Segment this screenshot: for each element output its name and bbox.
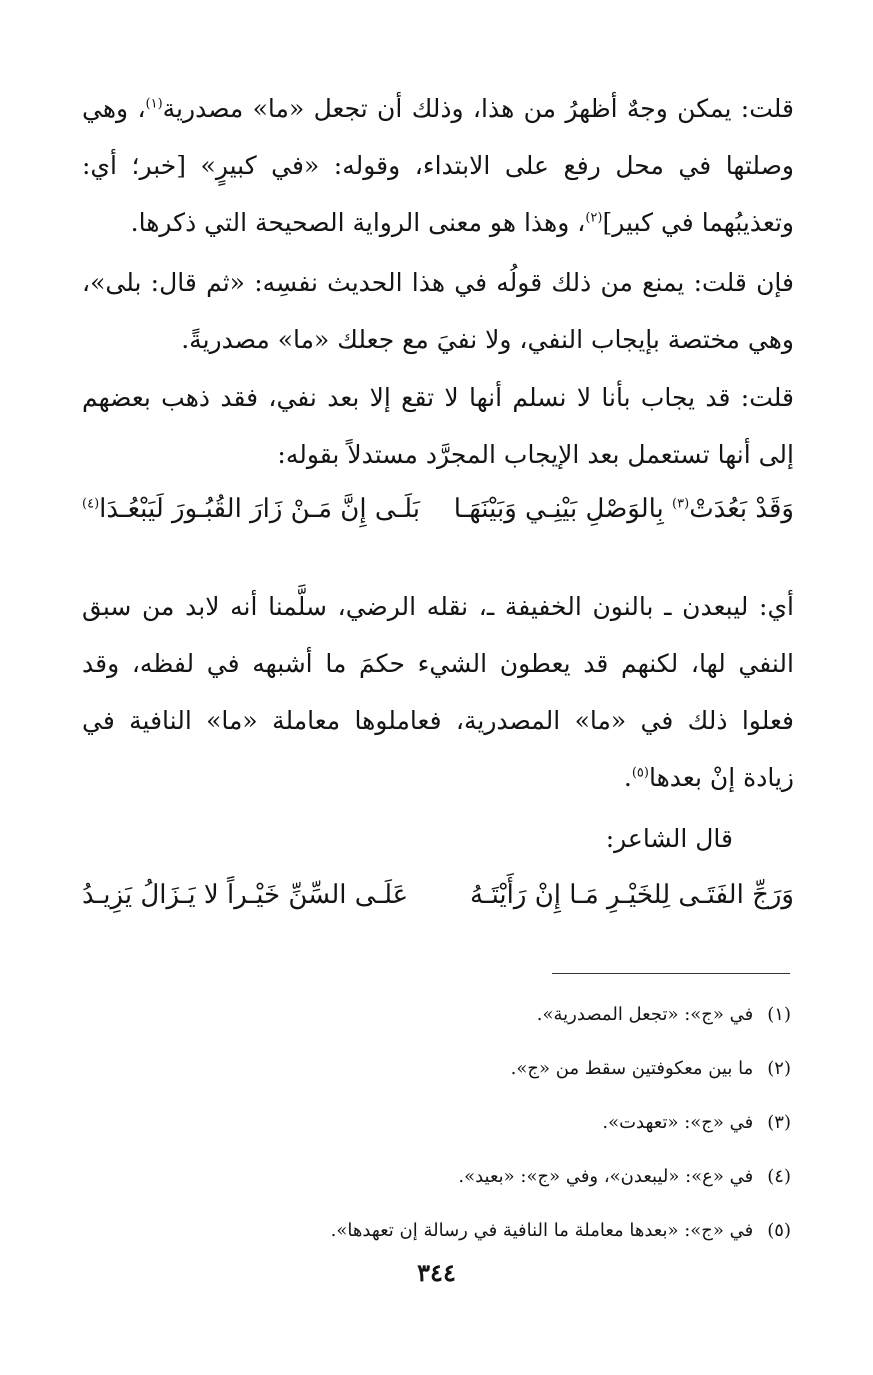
verse-2 xyxy=(82,880,794,930)
paragraph-text: فإن قلت: يمنع من ذلك قولُه في هذا الحديث نفسِه: «ثم قال: بلى»، وهي مختصة بإيجاب النفي، ولا نفيَ مع جعلك «ما» مصدريةً. xyxy=(82,268,794,354)
paragraph-1 xyxy=(82,80,794,251)
paragraph-lead: قلت xyxy=(749,94,794,123)
footnote-text: في «ج»: «تجعل المصدرية». xyxy=(536,1004,754,1025)
footnotes xyxy=(71,990,791,1260)
paragraph-text: ، وهي وصلتها في محل رفع على الابتداء، وقوله: «في كبيرٍ» [خبر؛ أي: وتعذيبُهما في كبير] xyxy=(82,94,794,237)
footnote xyxy=(71,1044,791,1098)
verse-first-hemistich: وَرَجِّ الفَتَـى لِلخَيْـرِ مَـا إِنْ رَأَيْتَـهُ xyxy=(470,880,794,910)
verse-second-hemistich xyxy=(82,494,420,524)
verse-second-hemistich: عَلَـى السِّنِّ خَيْـراً لا يَـزَالُ يَزِيـدُ xyxy=(82,880,409,910)
paragraph-text: . xyxy=(623,763,632,792)
footnote-text: في «ج»: «بعدها معاملة ما النافية في رسالة إن تعهدها». xyxy=(330,1220,754,1241)
paragraph-text: قال الشاعر: xyxy=(605,824,733,853)
footnote-number: (٥) xyxy=(767,1220,791,1241)
verse-first-hemistich xyxy=(454,494,794,524)
footnote-text: ما بين معكوفتين سقط من «ج». xyxy=(510,1058,754,1079)
hemistich-text: وَقَدْ بَعُدَتْ xyxy=(689,494,794,524)
footnote-ref-5: (٥) xyxy=(631,765,649,781)
footnote-ref-1: (١) xyxy=(145,96,163,112)
footnote xyxy=(71,1206,791,1260)
paragraph-text: قلت: قد يجاب بأنا لا نسلم أنها لا تقع إلا بعد نفي، فقد ذهب بعضهم إلى أنها تستعمل بعد الإيجاب المجرَّد مستدلاً بقوله: xyxy=(82,383,794,469)
footnote xyxy=(71,1098,791,1152)
footnote-divider xyxy=(552,973,790,974)
page-number: ٣٤٤ xyxy=(417,1258,456,1287)
footnote-number: (١) xyxy=(767,1004,791,1025)
footnote-ref-3: (٣) xyxy=(672,496,690,512)
paragraph-2 xyxy=(82,254,794,368)
verse-1 xyxy=(82,494,794,544)
footnote-number: (٢) xyxy=(767,1058,791,1079)
paragraph-4 xyxy=(82,578,794,806)
footnote-ref-2: (٢) xyxy=(585,210,603,226)
footnote-text: في «ج»: «تعهدت». xyxy=(602,1112,754,1133)
hemistich-text: بَلَـى إِنَّ مَـنْ زَارَ القُبُـورَ لَيَبْعُـدَا xyxy=(99,494,420,524)
hemistich-text: بِالوَصْلِ بَيْنِـي وَبَيْنَهَـا xyxy=(453,494,673,524)
footnote-number: (٤) xyxy=(767,1166,791,1187)
footnote-number: (٣) xyxy=(767,1112,791,1133)
paragraph-text: ، وهذا هو معنى الرواية الصحيحة التي ذكرها. xyxy=(130,208,586,237)
paragraph-3 xyxy=(82,369,794,483)
footnote-text: في «ع»: «ليبعدن»، وفي «ج»: «بعيد». xyxy=(458,1166,754,1187)
footnote-ref-4: (٤) xyxy=(82,496,100,512)
footnote xyxy=(71,990,791,1044)
poet-intro xyxy=(606,810,733,867)
paragraph-text: أي: ليبعدن ـ بالنون الخفيفة ـ، نقله الرضي، سلَّمنا أنه لابد من سبق النفي لها، لكنهم قد يعطون الشيء حكمَ ما أشبهه في لفظه، وقد فعلوا ذلك في «ما» المصدرية، فعاملوها معاملة «ما» النافية في زيادة إنْ بعدها xyxy=(82,592,794,792)
footnote xyxy=(71,1152,791,1206)
paragraph-text: : يمكن وجهٌ أظهرُ من هذا، وذلك أن تجعل «ما» مصدرية xyxy=(162,94,750,123)
